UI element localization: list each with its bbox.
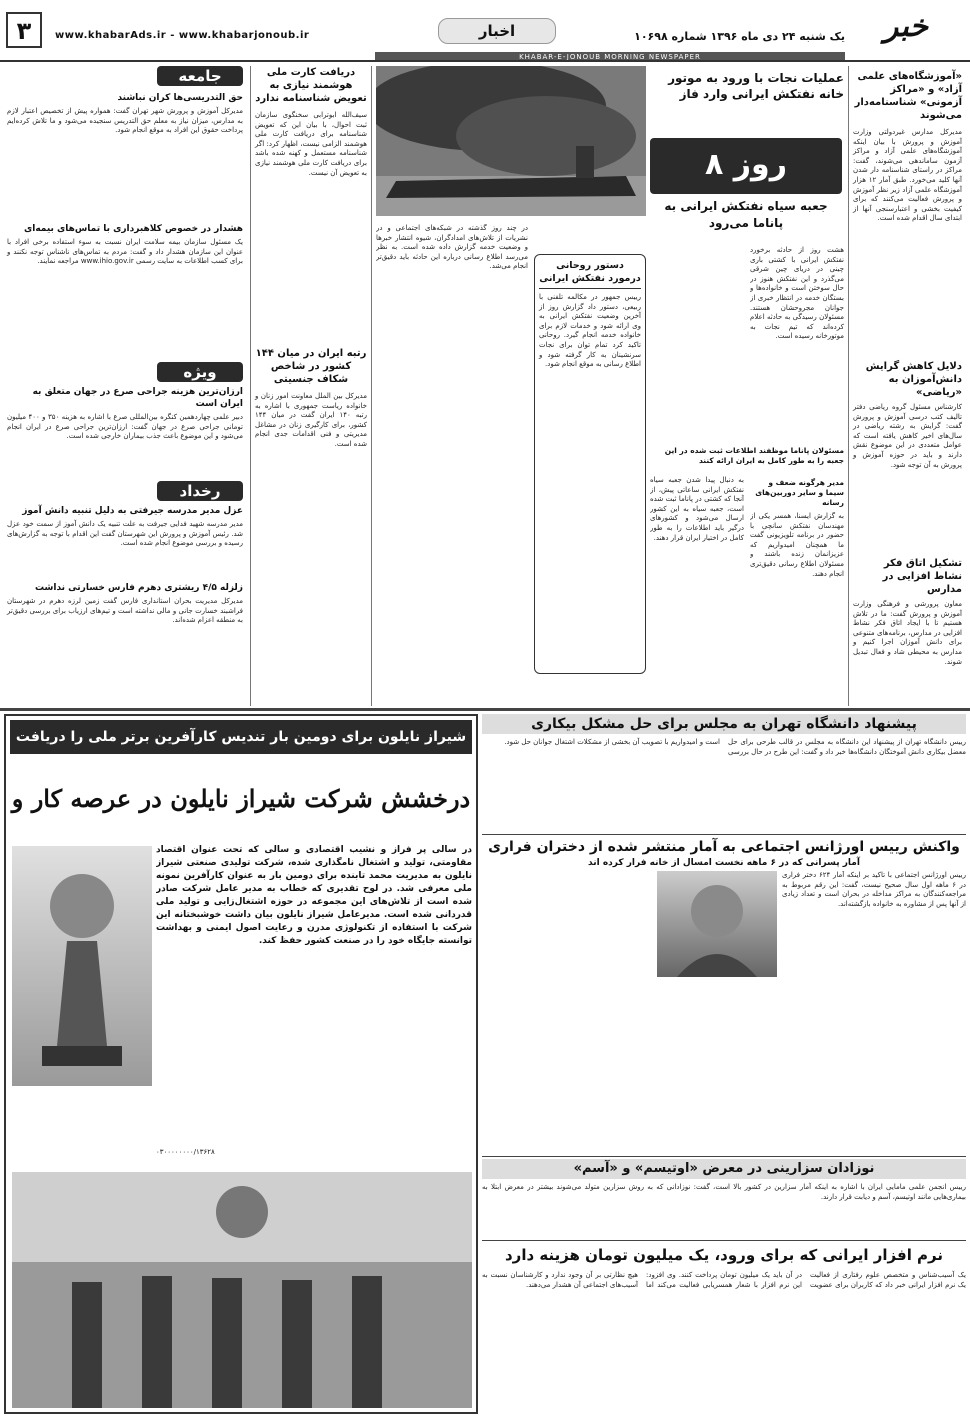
news-body: رییس انجمن علمی مامایی ایران با اشاره به اینکه آمار سزارین در کشور بالا است، گفت: نوزادانی که به روش سزارین متولد می‌شوند بیشتر در معرض ابتلا به بیماری‌هایی مانند اوتیسم، آسم و دیابت قرار دارند.: [482, 1183, 966, 1201]
website-url[interactable]: www.khabarAds.ir - www.khabarjonoub.ir: [55, 30, 310, 41]
divider: [0, 708, 970, 711]
trophy-illustration: [12, 846, 152, 1086]
news-title: پیشنهاد دانشگاه تهران به مجلس برای حل مشکل بیکاری: [482, 714, 966, 734]
article-title: حق التدریسی‌ها کران نباشند: [117, 93, 243, 103]
article-body: سیف‌الله ابوترابی سخنگوی سازمان ثبت احوال، با بیان این که تعویض شناسنامه برای دریافت کارت ملی هوشمند الزامی نیست، اظهار کرد: اگر شناسنامه مستعمل و کهنه شده باشد برای دریافت کارت ملی هوشمند نیازی به تعویض آن نیست.: [255, 111, 367, 177]
ad-code: ۰۳۰۰۰۰۰۰۰۰/۱۳۶۲۸: [156, 1148, 215, 1156]
story-body: به دنبال پیدا شدن جعبه سیاه نفتکش ایرانی ساعاتی پیش، از آنجا که کشتی در پاناما ثبت شده است، جعبه سیاه به این کشور ارسال می‌شود و کشورهای درگیر باید اطلاعات را به طور کامل در اختیار ایران قرار دهند.: [650, 476, 744, 542]
ad-banner: شیراز نایلون برای دومین بار تندیس کارآفرین برتر ملی را دریافت: [10, 720, 472, 754]
article-body: مدیرکل آموزش و پرورش شهر تهران گفت: همواره پیش از تخصیص اعتبار لازم به مدارس، میزان نیاز به معلم حق التدریس سنجیده می‌شود و ما تلاش کرده‌ایم پرداخت حقوق این افراد به موقع انجام شود.: [7, 107, 243, 135]
subhead: جعبه سیاه نفتکش ایرانی به پاناما می‌رود: [664, 199, 828, 230]
section-label-special: ویژه: [157, 362, 243, 382]
article-title: ارزان‌ترین هزینه جراحی صرع در جهان متعلق به ایران است: [32, 387, 243, 409]
advertisement: [4, 714, 478, 1414]
left-mid-column: [250, 66, 372, 706]
header-bar: [0, 0, 970, 62]
headline: ۸ روز: [650, 138, 842, 194]
section-label: اخبار: [438, 18, 556, 44]
news-title: واکنش رییس اورژانس اجتماعی به آمار منتشر شده از دختران فراری: [488, 839, 960, 855]
article-body: مدیرکل مدارس غیردولتی وزارت آموزش و پرورش با بیان اینکه آموزشگاه‌های علمی آزاد و مراکز آزمون ساماندهی می‌شوند، گفت: مراکز در راستای شناسنامه دار شدن آنها کلید می‌خورد. طبق آمار ۱۲ هزار آموزشگاه علمی آزاد زیر نظر آموزش و پرورش فعالیت می‌کنند که برای کیفیت بخشی و اعتبارسنجی آنها از ابتدای سال اقدام شده است.: [853, 128, 962, 223]
news-body: رییس دانشگاه تهران از پیشنهاد این دانشگاه به مجلس در قالب طرحی برای حل معضل بیکاری دانش آموختگان دانشگاه‌ها خبر داد و گفت: این طرح در حال بررسی است و امیدواریم با تصویب آن بخشی از مشکلات اشتغال جوانان حل شود.: [504, 738, 966, 756]
page-number: ۳: [6, 12, 42, 48]
article-body: مدیرکل مدیریت بحران استانداری فارس گفت زمین لرزه دهرم در شهرستان فراشبند خسارت جانی و مالی نداشته است و تیم‌های ارزیاب برای بررسی دقیق‌تر به منطقه اعزام شده‌اند.: [7, 597, 243, 625]
ad-body: در سالی پر فراز و نشیب اقتصادی و سالی که تحت عنوان اقتصاد مقاومتی، تولید و اشتغال نامگذاری شده، شرکت تولیدی صنعتی شیراز نایلون به مدیریت محمد تابنده برای دومین بار به عنوان کارآفرین نمونه ملی معرفی شد. در لوح تقدیری که خطاب به مدیر عامل شرکت صادر شده است از تلاش‌های این مجموعه در حوزه اشتغال‌زایی و تولید ملی قدردانی شده است. مدیرعامل شیراز نایلون بیان داشت خوشبختانه این شرکت با استفاده از تکنولوژی مدرن و رعایت اصول ایمنی و بهداشت توانسته جایگاه خود را در صنعت کشور حفظ کند.: [156, 845, 472, 946]
article-title: دلایل کاهش گرایش دانش‌آموزان به «ریاضی»: [865, 361, 962, 398]
ad-headline: درخشش شرکت شیراز نایلون در عرصه کار و: [11, 784, 471, 813]
article-body: معاون پرورشی و فرهنگی وزارت آموزش و پرورش گفت: ما در تلاش هستیم تا با ایجاد اتاق فکر نشاط افزایی در مدارس، برنامه‌های متنوعی برای دانش آموزان اجرا کنیم و مدارس به محیطی شاد و فعال تبدیل شوند.: [853, 600, 962, 666]
middle-column-body: در چند روز گذشته در شبکه‌های اجتماعی و در نشریات از تلاش‌های امدادگران، شیوه انتشار خبرها و وضعیت خدمه گزارش داده شده است. به نظر می‌رسد اطلاع رسانی درباره این حادثه باید دقیق‌تر انجام می‌شد.: [376, 224, 528, 271]
news-body: رییس اورژانس اجتماعی با تاکید بر اینکه آمار ۶۲۴ دختر فراری در ۶ ماهه اول سال صحیح نیست، گفت: این رقم مربوط به مراجعه‌کنندگان به مراکز مداخله در بحران است و تعداد زیادی از آنها پس از مشاوره به خانواده بازگشته‌اند.: [782, 871, 966, 908]
official-portrait-photo: [657, 871, 777, 977]
news-caesarean: [482, 1156, 966, 1238]
article-title: هشدار در خصوص کلاهبرداری با تماس‌های بیمه‌ای: [24, 224, 243, 234]
portrait-illustration: [657, 871, 777, 977]
news-title: نرم افزار ایرانی که برای ورود، یک میلیون تومان هزینه دارد: [504, 1246, 944, 1264]
article-body: یک مسئول سازمان بیمه سلامت ایران نسبت به سوء استفاده برخی افراد با عنوان این سازمان هشدار داد و گفت: مردم به تماس‌های ناشناس توجه نکنند و برای کسب اطلاعات به سایت رسمی www.ihio.gov.ir مراجعه نمایند.: [7, 238, 243, 266]
ceremony-illustration: [12, 1172, 472, 1408]
left-column: [4, 66, 246, 706]
award-trophy-photo: [12, 846, 152, 1086]
section-label-society: جامعه: [157, 66, 243, 86]
main-story: [376, 66, 846, 706]
date-issue: یک شنبه ۲۴ دی ماه ۱۳۹۶ شماره ۱۰۶۹۸: [634, 30, 845, 43]
news-emergency: [482, 834, 966, 1152]
box-title: دستور روحانی درمورد نفتکش ایرانی: [539, 259, 641, 289]
article-body: مدیرکل بین الملل معاونت امور زنان و خانواده ریاست جمهوری با اشاره به رتبه ۱۴۰ ایران گفت در میان ۱۴۴ کشور، برای کارگیری زنان در مشاغل مدیریتی و فنی اقدامات جدی انجام شده است.: [255, 392, 367, 448]
news-body: یک آسیب‌شناس و متخصص علوم رفتاری از فعالیت یک نرم افزار ایرانی خبر داد که کاربران برای عضویت در آن باید یک میلیون تومان پرداخت کنند. وی افزود: این نرم افزار با شعار همسریابی فعالیت می‌کند اما هیچ نظارتی بر آن وجود ندارد و کارشناسان نسبت به آسیب‌های اجتماعی آن هشدار می‌دهند.: [482, 1271, 966, 1289]
story-subtitle: مسئولان پاناما موظفند اطلاعات ثبت شده در این جعبه را به طور کامل به ایران ارائه کنند: [664, 446, 844, 465]
article-title: زلزله ۴/۵ ریشتری دهرم فارس خسارتی نداشت: [35, 583, 243, 593]
section-label-event: رخداد: [157, 481, 243, 501]
tanker-fire-photo: [376, 66, 646, 216]
kicker: عملیات نجات با ورود به موتور خانه نفتکش ایرانی وارد فاز: [668, 71, 844, 101]
story-body: هشت روز از حادثه برخورد نفتکش ایرانی با کشتی باری چینی در دریای چین شرقی می‌گذرد و این نفتکش هنوز در حال سوختن است و خانواده‌ها و بستگان خدمه در انتظار خبری از جوانان مجروحشان هستند. مسئولان رسیدگی به حادثه اعلام کرده‌اند که تیم نجات به موتورخانه رسیده است.: [750, 246, 844, 341]
rouhani-box: [534, 254, 646, 674]
article-title: «آموزشگاه‌های علمی آزاد» و «مراکز آزمونی» شناسنامه‌دار می‌شوند: [854, 71, 962, 121]
article-body: مدیر مدرسه شهید فدایی جیرفت به علت تنبیه یک دانش آموز از سمت خود عزل شد. رئیس آموزش و پرورش این شهرستان گفت این اقدام با توجه به گزارش‌های رسیده و بررسی موضوع انجام شده است.: [7, 520, 243, 548]
news-subtitle: آمار پسرانی که در ۶ ماهه نخست امسال از خانه فرار کرده اند: [588, 858, 860, 868]
news-software: [482, 1240, 966, 1414]
article-title: رتبه ایران در میان ۱۴۴ کشور در شاخص شکاف جنسیتی: [255, 348, 367, 385]
article-title: عزل مدیر مدرسه جیرفتی به دلیل تنبیه دانش آموز: [22, 506, 243, 516]
article-body: دبیر علمی چهاردهمین کنگره بین‌المللی صرع با اشاره به هزینه ۳۵۰ و ۴۰۰ میلیون تومانی جراحی صرع در جهان گفت: ارزان‌ترین جراحی صرع در ایران انجام می‌شود و این موضوع باعث جذب بیماران خارجی شده است.: [7, 413, 243, 441]
news-title: نوزادان سزارینی در معرض «اوتیسم» و «آسم»: [482, 1159, 966, 1179]
article-title: دریافت کارت ملی هوشمند نیازی به تعویض شناسنامه ندارد: [255, 67, 367, 104]
ceremony-photo: [12, 1172, 472, 1408]
english-strip: KHABAR-E-JONOUB MORNING NEWSPAPER: [375, 52, 845, 62]
article-title: تشکیل اتاق فکر نشاط افزایی در مدارس: [882, 558, 962, 595]
box-body: رییس جمهور در مکالمه تلفنی با ربیعی، دستور داد گزارش روز از آخرین وضعیت نفتکش ایرانی به وی ارائه شود و خدمات لازم برای خانواده خدمه انجام گیرد. روحانی تاکید کرد تمام توان برای نجات سرنشینان به کار گرفته شود و اطلاع رسانی به موقع انجام شود.: [539, 293, 641, 369]
right-column: [848, 66, 966, 706]
story-body: به گزارش ایسنا، همسر یکی از مهندسان نفتکش سانچی با حضور در برنامه تلویزیونی گفت ما همچنان امیدواریم که عزیزانمان زنده باشند و مسئولان اطلاع رسانی دقیق‌تری انجام دهند.: [750, 512, 844, 578]
story-subtitle: مدیر هرگونه ضعف و سیما و سایر دوربین‌های رسانه: [755, 478, 844, 507]
tanker-fire-illustration: [376, 66, 646, 216]
article-body: کارشناس مسئول گروه ریاضی دفتر تالیف کتب درسی آموزش و پرورش گفت: گرایش به رشته ریاضی در سال‌های اخیر کاهش یافته است که عوامل متعددی در این موضوع نقش دارند و باید در حوزه آموزش و پرورش به آن توجه شود.: [853, 403, 962, 469]
newspaper-logo: خبر: [883, 9, 929, 44]
news-university: [482, 714, 966, 832]
